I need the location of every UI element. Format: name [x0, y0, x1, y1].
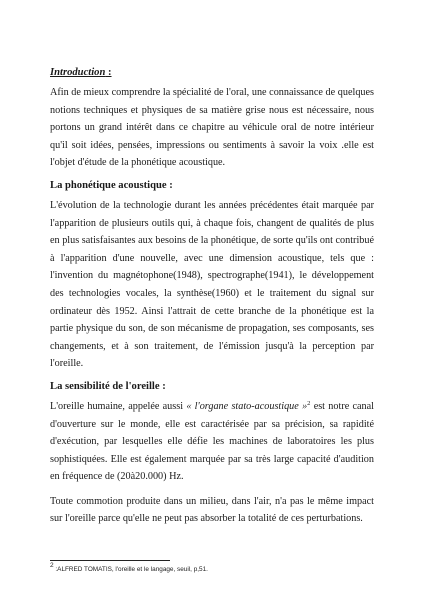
oreille-heading: La sensibilité de l'oreille : — [50, 380, 166, 392]
footnote-ref: 2 — [307, 399, 311, 407]
footnote: $^2$ :ALFRED TOMATIS, l'oreille et le langage, seuil, p,51. — [50, 562, 208, 573]
oreille-paragraph-1: L'oreille humaine, appelée aussi « l'organe stato-acoustique »$^2$ est notre canal d'ouverture sur le monde, elle est caractérisée par sa précision, sa rapidité d'exécution, par lesquelles elle défie les machines de laboratoires les plus sophistiquées. Elle est également marquée par sa très large capacité d'audition en fréquence de (20à20.000) Hz. — [50, 399, 374, 483]
page-content — [50, 66, 374, 535]
organe-quote: « l'organe stato-acoustique » — [186, 400, 308, 412]
phonetique-paragraph: L'évolution de la technologie durant les années précédentes était marquée par l'apparition de plusieurs outils qui, à chaque fois, changent de qualités de plus en plus satisfaisantes aux besoins de la phonétique, de sorte qu'ils ont contribué à l'apparition d'une nouvelle, avec une dimension acoustique, tels que : l'invention du magnétophone(1948), spectrographe(1941), le développement des technologies vocales, la synthèse(1960) et le traitement du signal sur ordinateur dès 1952. Ainsi l'attrait de cette branche de la phonétique est la partie physique du son, de son mécanisme de propagation, ses composants, ses changements, et à son traitement, de l'émission jusqu'à la perception par l'oreille. — [50, 199, 374, 370]
oreille-paragraph-2: Toute commotion produite dans un milieu, dans l'air, n'a pas le même impact sur l'oreille parce qu'elle ne peut pas absorber la totalité de ces perturbations. — [50, 495, 374, 525]
introduction-heading: Introduction : — [50, 67, 112, 78]
phonetique-heading: La phonétique acoustique : — [50, 179, 173, 191]
introduction-paragraph: Afin de mieux comprendre la spécialité de l'oral, une connaissance de quelques notions techniques et physiques de sa matière grise nous est nécessaire, nous portons un grand intérêt dans ce chapitre au véhicule oral de notre intérieur qu'il soit idées, pensées, impressions ou sentiments à savoir la voix .elle est l'objet d'étude de la phonétique acoustique. — [50, 87, 374, 169]
footnote-separator — [50, 560, 170, 561]
